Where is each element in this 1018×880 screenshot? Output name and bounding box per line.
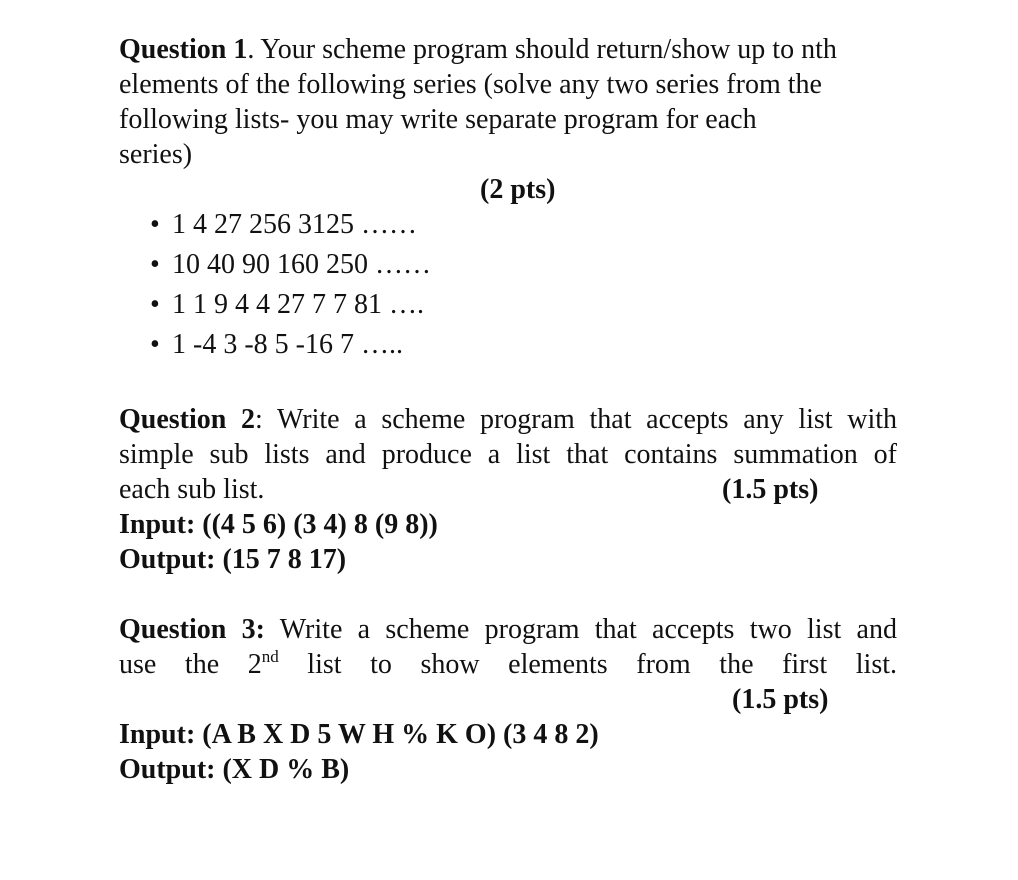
q2-line-1-text: Write a scheme program that accepts any list with xyxy=(262,404,897,435)
q1-series-text: 1 4 27 256 3125 …… xyxy=(172,209,417,240)
q3-line-1-text: Write a scheme program that accepts two list and xyxy=(264,614,897,645)
q3-output: Output: (X D % B) xyxy=(119,754,350,785)
bullet-icon: • xyxy=(150,289,160,320)
q1-line-3: following lists- you may write separate program for each xyxy=(119,104,757,135)
bullet-icon: • xyxy=(150,249,160,280)
q2-label: Question 2 xyxy=(119,404,256,435)
q3-superscript: nd xyxy=(261,647,279,666)
q2-line-3: each sub list. xyxy=(119,474,265,505)
q1-series-item xyxy=(150,287,424,322)
q3-line-2-text-b: list to show elements from the first list. xyxy=(278,649,897,680)
q1-line-1 xyxy=(119,32,837,67)
q3-input: Input: (A B X D 5 W H % K O) (3 4 8 2) xyxy=(119,719,599,750)
q3-line-2 xyxy=(119,647,897,682)
q1-series-text: 1 1 9 4 4 27 7 7 81 …. xyxy=(172,289,424,320)
q3-label: Question 3: xyxy=(119,614,265,645)
q2-line-1 xyxy=(119,402,897,437)
q1-points: (2 pts) xyxy=(480,174,556,205)
q1-line-2: elements of the following series (solve any two series from the xyxy=(119,69,822,100)
q1-line-1-text: . Your scheme program should return/show up to nth xyxy=(247,34,837,65)
q2-colon: : xyxy=(255,404,263,435)
q3-points: (1.5 pts) xyxy=(732,684,829,715)
q3-line-1 xyxy=(119,612,897,647)
q2-line-2: simple sub lists and produce a list that contains summation of xyxy=(119,439,897,470)
bullet-icon: • xyxy=(150,329,160,360)
q1-series-text: 10 40 90 160 250 …… xyxy=(172,249,431,280)
bullet-icon: • xyxy=(150,209,160,240)
q1-line-4: series) xyxy=(119,139,193,170)
q1-series-item xyxy=(150,247,431,282)
q1-label: Question 1 xyxy=(119,34,248,65)
q3-line-2-text-a: use the 2 xyxy=(119,649,262,680)
q2-points: (1.5 pts) xyxy=(722,474,819,505)
q1-series-item xyxy=(150,327,403,362)
q2-output: Output: (15 7 8 17) xyxy=(119,544,347,575)
q1-series-item xyxy=(150,207,417,242)
q1-series-text: 1 -4 3 -8 5 -16 7 ….. xyxy=(172,329,403,360)
q2-input: Input: ((4 5 6) (3 4) 8 (9 8)) xyxy=(119,509,438,540)
